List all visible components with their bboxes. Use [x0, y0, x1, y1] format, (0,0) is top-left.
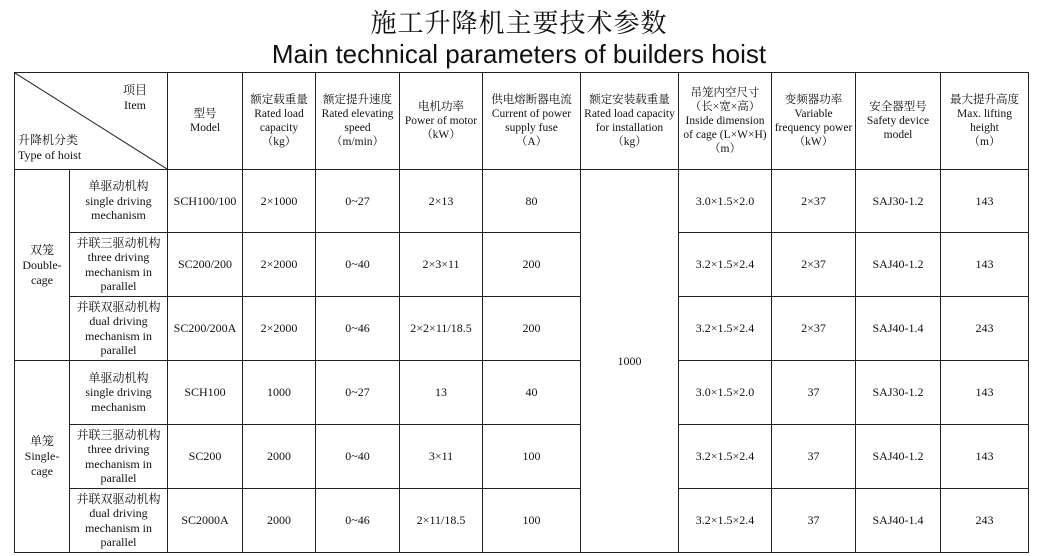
table-row	[15, 170, 1029, 233]
mechanism-cell: 并联三驱动机构 three driving mechanism in parallel	[70, 233, 168, 297]
vfd-power-cell: 2×37	[772, 233, 856, 297]
item-label: 项目 Item	[122, 83, 147, 112]
cage-dimension-cell: 3.2×1.5×2.4	[679, 297, 772, 361]
model-cell: SCH100/100	[168, 170, 243, 233]
lifting-height-cell: 143	[941, 361, 1029, 425]
cage-dimension-cell: 3.0×1.5×2.0	[679, 361, 772, 425]
motor-power-cell: 3×11	[400, 425, 483, 489]
model-cell: SC2000A	[168, 489, 243, 553]
motor-power-cell: 13	[400, 361, 483, 425]
motor-power-cell: 2×2×11/18.5	[400, 297, 483, 361]
vfd-power-cell: 37	[772, 361, 856, 425]
lifting-height-cell: 243	[941, 297, 1029, 361]
safety-device-cell: SAJ40-1.2	[856, 425, 941, 489]
rated-load-cell: 2000	[243, 425, 316, 489]
safety-device-cell: SAJ30-1.2	[856, 361, 941, 425]
speed-cell: 0~40	[316, 425, 400, 489]
safety-device-cell: SAJ40-1.4	[856, 297, 941, 361]
rated-load-cell: 1000	[243, 361, 316, 425]
vfd-power-cell: 37	[772, 489, 856, 553]
vfd-power-cell: 2×37	[772, 170, 856, 233]
type-of-hoist-label: 升降机分类 Type of hoist	[18, 133, 82, 162]
speed-cell: 0~27	[316, 361, 400, 425]
col-header-safety-device: 安全器型号 Safety device model	[856, 73, 941, 170]
rated-load-cell: 2000	[243, 489, 316, 553]
table-row	[15, 233, 1029, 297]
fuse-cell: 200	[483, 297, 581, 361]
col-header-max-lifting-height: 最大提升高度 Max. lifting height （m）	[941, 73, 1029, 170]
col-header-motor-power: 电机功率 Power of motor （kW）	[400, 73, 483, 170]
col-header-fuse-current: 供电熔断器电流 Current of power supply fuse （A）	[483, 73, 581, 170]
fuse-cell: 80	[483, 170, 581, 233]
table-row	[15, 425, 1029, 489]
cage-dimension-cell: 3.2×1.5×2.4	[679, 425, 772, 489]
rated-load-cell: 2×1000	[243, 170, 316, 233]
lifting-height-cell: 143	[941, 170, 1029, 233]
col-header-model: 型号 Model	[168, 73, 243, 170]
fuse-cell: 40	[483, 361, 581, 425]
motor-power-cell: 2×11/18.5	[400, 489, 483, 553]
mechanism-cell: 单驱动机构 single driving mechanism	[70, 170, 168, 233]
fuse-cell: 100	[483, 489, 581, 553]
safety-device-cell: SAJ40-1.2	[856, 233, 941, 297]
safety-device-cell: SAJ30-1.2	[856, 170, 941, 233]
technical-parameters-table	[14, 72, 1029, 553]
col-header-rated-load: 额定载重量 Rated load capacity （kg）	[243, 73, 316, 170]
model-cell: SCH100	[168, 361, 243, 425]
model-cell: SC200/200	[168, 233, 243, 297]
motor-power-cell: 2×13	[400, 170, 483, 233]
motor-power-cell: 2×3×11	[400, 233, 483, 297]
lifting-height-cell: 143	[941, 425, 1029, 489]
col-header-cage-dimension: 吊笼内空尺寸（长×宽×高） Inside dimension of cage (L×W×H) （m）	[679, 73, 772, 170]
speed-cell: 0~40	[316, 233, 400, 297]
lifting-height-cell: 143	[941, 233, 1029, 297]
speed-cell: 0~46	[316, 297, 400, 361]
fuse-cell: 200	[483, 233, 581, 297]
col-header-elevating-speed: 额定提升速度 Rated elevating speed （m/min）	[316, 73, 400, 170]
group-double-cage: 双笼 Double-cage	[15, 170, 70, 361]
fuse-cell: 100	[483, 425, 581, 489]
col-header-install-capacity: 额定安装载重量 Rated load capacity for installation （kg）	[581, 73, 679, 170]
vfd-power-cell: 37	[772, 425, 856, 489]
page-title-english: Main technical parameters of builders hoist	[271, 39, 767, 69]
vfd-power-cell: 2×37	[772, 297, 856, 361]
page-title-chinese: 施工升降机主要技术参数	[370, 9, 668, 38]
model-cell: SC200/200A	[168, 297, 243, 361]
col-header-variable-frequency-power: 变频器功率 Variable frequency power （kW）	[772, 73, 856, 170]
cage-dimension-cell: 3.2×1.5×2.4	[679, 233, 772, 297]
group-single-cage: 单笼 Single-cage	[15, 361, 70, 553]
rated-load-cell: 2×2000	[243, 233, 316, 297]
speed-cell: 0~27	[316, 170, 400, 233]
model-cell: SC200	[168, 425, 243, 489]
cage-dimension-cell: 3.0×1.5×2.0	[679, 170, 772, 233]
mechanism-cell: 并联双驱动机构 dual driving mechanism in parallel	[70, 297, 168, 361]
speed-cell: 0~46	[316, 489, 400, 553]
table-row	[15, 361, 1029, 425]
diagonal-header-cell	[15, 73, 168, 170]
install-capacity-cell: 1000	[581, 170, 679, 553]
rated-load-cell: 2×2000	[243, 297, 316, 361]
table-row	[15, 297, 1029, 361]
mechanism-cell: 单驱动机构 single driving mechanism	[70, 361, 168, 425]
lifting-height-cell: 243	[941, 489, 1029, 553]
header-row	[15, 73, 1029, 170]
table-row	[15, 489, 1029, 553]
mechanism-cell: 并联双驱动机构 dual driving mechanism in parallel	[70, 489, 168, 553]
safety-device-cell: SAJ40-1.4	[856, 489, 941, 553]
cage-dimension-cell: 3.2×1.5×2.4	[679, 489, 772, 553]
mechanism-cell: 并联三驱动机构 three driving mechanism in parallel	[70, 425, 168, 489]
